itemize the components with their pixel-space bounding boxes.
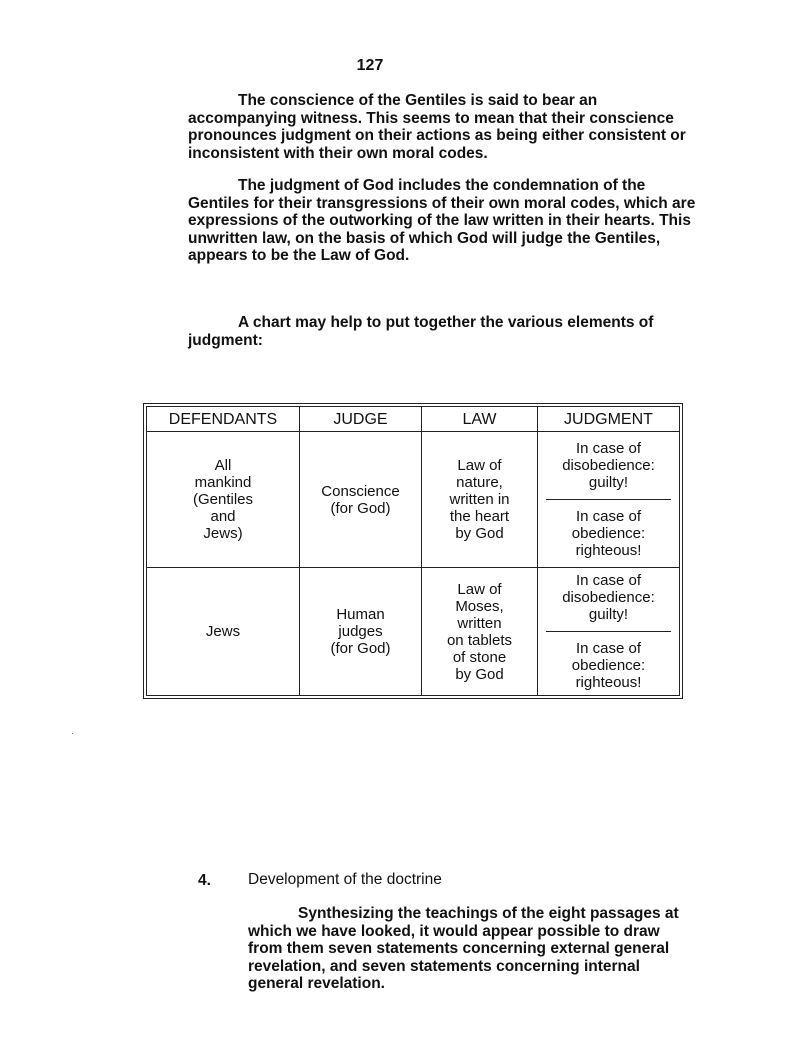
header-defendants: DEFENDANTS — [147, 407, 300, 432]
scan-speck — [72, 733, 73, 734]
obedience-verdict — [538, 506, 679, 561]
paragraph-text: The conscience of the Gentiles is said to bear an accompanying witness. This seems to mean that their conscience pronounces judgment on their actions as being either consistent or inconsistent with their own moral codes. — [188, 92, 686, 162]
judgment-divider — [546, 631, 671, 632]
paragraph-judgment-of-god — [188, 177, 708, 265]
judgment-cell — [538, 568, 680, 696]
judgment-cell — [538, 432, 680, 568]
cell-line: judges — [338, 623, 383, 640]
cell-line: obedience: — [571, 657, 646, 674]
table-row — [147, 568, 680, 696]
judgment-divider — [546, 499, 671, 500]
cell-line: on tablets — [446, 631, 513, 649]
cell-line: disobedience: — [562, 589, 655, 606]
disobedience-verdict — [538, 438, 679, 493]
cell-line: In case of — [575, 440, 642, 457]
paragraph-text: The judgment of God includes the condemnation of the Gentiles for their transgressions of their own moral codes, which are expressions of the outworking of the law written in their hearts. This unwritten law, on the basis of which God will judge the Gentiles, appears to be the Law of God. — [188, 177, 696, 264]
cell-line: and — [210, 508, 236, 525]
cell-line: Moses, — [455, 597, 504, 615]
cell-line: guilty! — [588, 606, 629, 623]
cell-line: Law of — [457, 580, 502, 598]
paragraph-synthesis — [248, 905, 688, 993]
cell-line: (for God) — [330, 640, 391, 657]
cell-line: written in — [449, 491, 510, 508]
cell-line: (Gentiles — [192, 491, 254, 508]
cell-line: righteous! — [575, 674, 642, 691]
cell-line: by God — [455, 525, 504, 542]
law-cell — [422, 432, 538, 568]
cell-line: In case of — [575, 508, 642, 525]
cell-line: mankind — [194, 474, 252, 491]
judgment-chart — [143, 403, 683, 699]
section-number: 4. — [198, 872, 211, 889]
paragraph-chart-intro — [188, 314, 708, 349]
cell-line: Human — [336, 606, 385, 623]
judge-cell — [300, 568, 422, 696]
cell-line: the heart — [449, 508, 510, 525]
disobedience-verdict — [538, 570, 679, 625]
paragraph-text: A chart may help to put together the various elements of judgment: — [188, 314, 654, 349]
cell-line: obedience: — [571, 525, 646, 542]
cell-line: nature, — [456, 474, 503, 491]
cell-line: Conscience — [321, 482, 400, 500]
cell-line: by God — [455, 665, 504, 683]
header-law: LAW — [422, 407, 538, 432]
header-judgment: JUDGMENT — [538, 407, 680, 432]
cell-line: guilty! — [588, 474, 629, 491]
defendants-cell — [147, 432, 300, 568]
cell-line: disobedience: — [562, 457, 655, 474]
cell-line: righteous! — [575, 542, 642, 559]
cell-line: Law of — [457, 457, 502, 474]
law-cell — [422, 568, 538, 696]
judge-cell — [300, 432, 422, 568]
judgment-table — [146, 406, 680, 696]
cell-line: In case of — [575, 640, 642, 657]
cell-line: (for God) — [330, 499, 391, 517]
cell-line: In case of — [575, 572, 642, 589]
table-header-row — [147, 407, 680, 432]
table-row — [147, 432, 680, 568]
defendants-cell — [147, 568, 300, 696]
cell-line: of stone — [452, 648, 507, 666]
cell-line: written — [457, 614, 502, 632]
cell-line: All — [214, 457, 232, 474]
obedience-verdict — [538, 638, 679, 693]
paragraph-text: Synthesizing the teachings of the eight passages at which we have looked, it would appear possible to draw from them seven statements concerning external general revelation, and seven statements concerning internal general revelation. — [248, 905, 679, 992]
cell-line: Jews) — [203, 525, 243, 542]
header-judge: JUDGE — [300, 407, 422, 432]
section-title: Development of the doctrine — [248, 871, 442, 888]
paragraph-conscience — [188, 92, 708, 162]
page-number: 127 — [356, 57, 384, 74]
cell-line: Jews — [205, 623, 241, 640]
